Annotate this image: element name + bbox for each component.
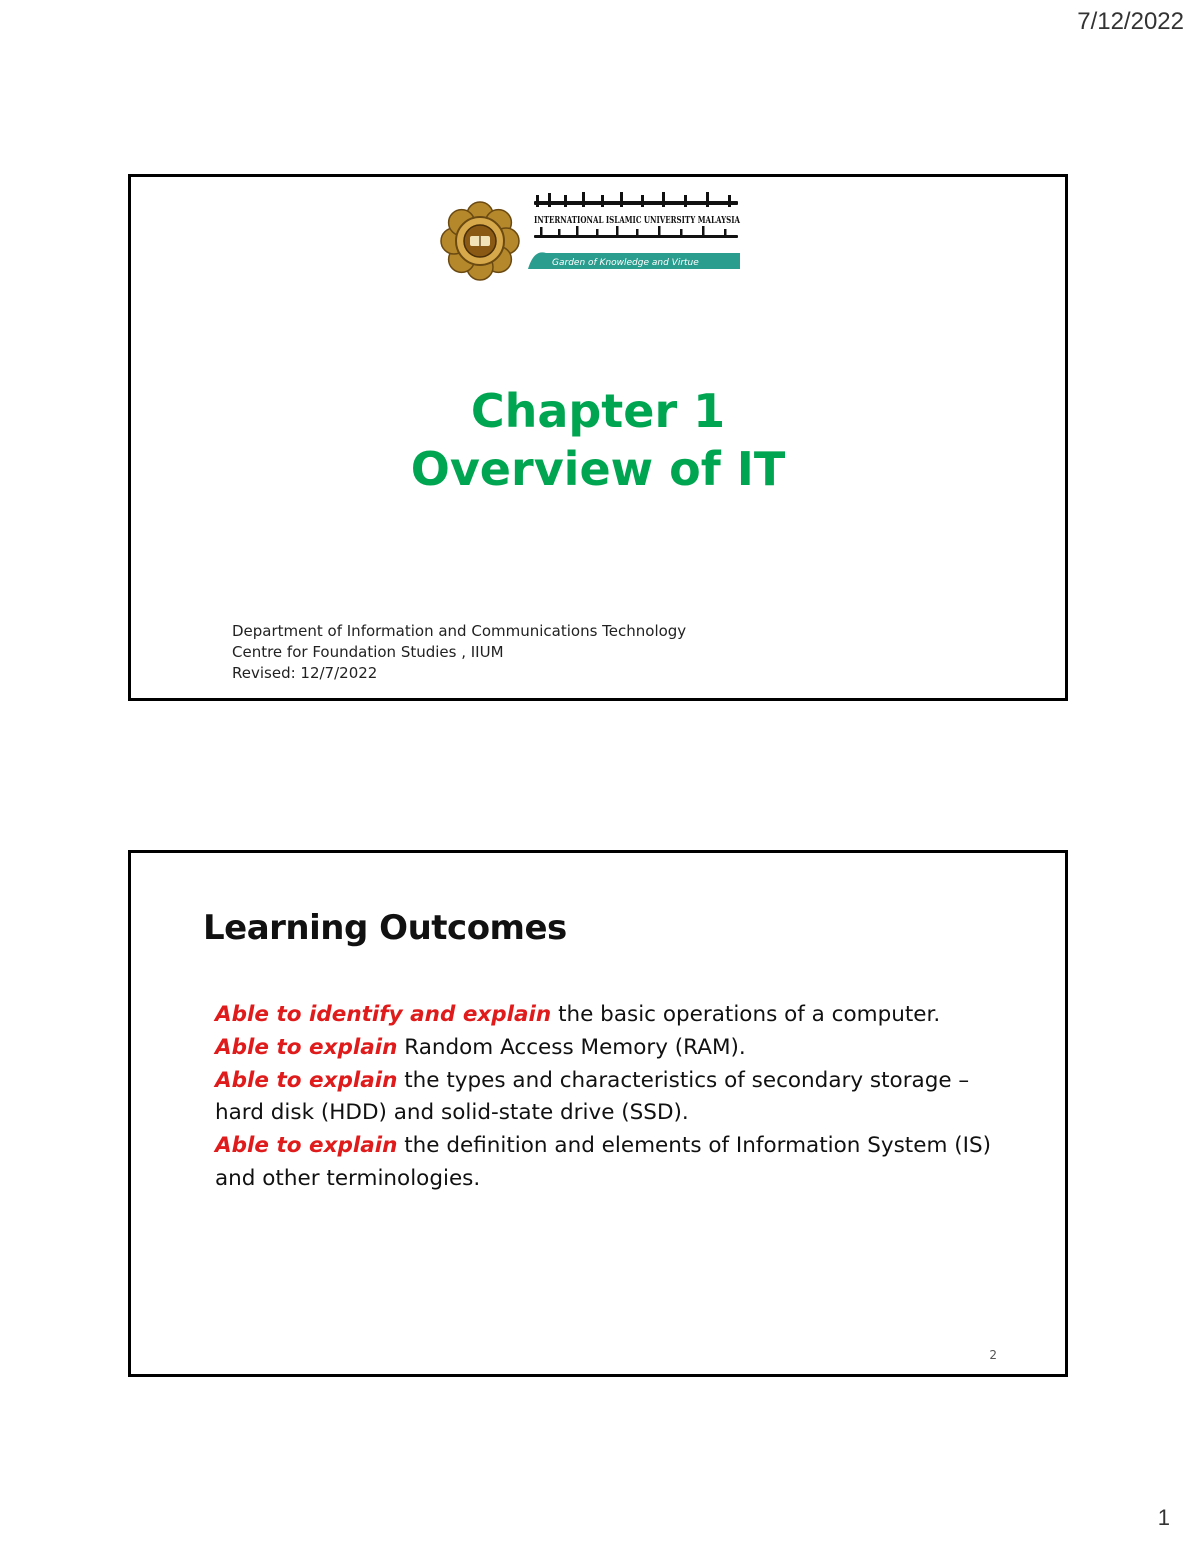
page-number: 1: [1157, 1505, 1170, 1530]
outcomes-list: [215, 999, 1005, 1196]
outcome-text: the basic operations of a computer.: [551, 1002, 941, 1027]
revised-date: Revised: 12/7/2022: [232, 664, 378, 682]
slide-learning-outcomes: [128, 850, 1068, 1377]
outcome-text: the types and characteristics of secondary storage – hard disk (HDD) and solid-state drive (SSD).: [215, 1067, 970, 1126]
svg-text:INTERNATIONAL ISLAMIC UNIVERSI: INTERNATIONAL ISLAMIC UNIVERSITY MALAYSIA: [534, 215, 741, 226]
outcome-item: [215, 1032, 1005, 1065]
iium-emblem-icon: [436, 189, 746, 285]
outcome-text: Random Access Memory (RAM).: [397, 1034, 746, 1060]
outcome-emphasis: Able to explain: [215, 1034, 398, 1060]
learning-outcomes-heading: Learning Outcomes: [203, 908, 567, 948]
svg-text:Garden of Knowledge and Virtue: Garden of Knowledge and Virtue: [552, 258, 699, 268]
outcome-item: [215, 1065, 1005, 1131]
outcome-item: [215, 1130, 1005, 1196]
chapter-title-line1: Chapter 1: [470, 384, 726, 438]
chapter-title-line2: Overview of IT: [410, 442, 786, 496]
department-info: [232, 621, 686, 684]
department-name: Department of Information and Communications Technology: [232, 622, 687, 640]
slide-number: 2: [989, 1348, 997, 1362]
chapter-title: [131, 382, 1065, 498]
outcome-emphasis: Able to explain: [215, 1133, 398, 1159]
centre-name: Centre for Foundation Studies , IIUM: [232, 643, 504, 661]
page-date: 7/12/2022: [1077, 8, 1184, 35]
slide-title: [128, 174, 1068, 701]
iium-logo: [436, 189, 746, 285]
outcome-text: the definition and elements of Information System (IS) and other terminologies.: [215, 1133, 991, 1191]
outcome-item: [215, 999, 1005, 1032]
outcome-emphasis: Able to identify and explain: [215, 1002, 552, 1027]
outcome-emphasis: Able to explain: [215, 1067, 398, 1093]
